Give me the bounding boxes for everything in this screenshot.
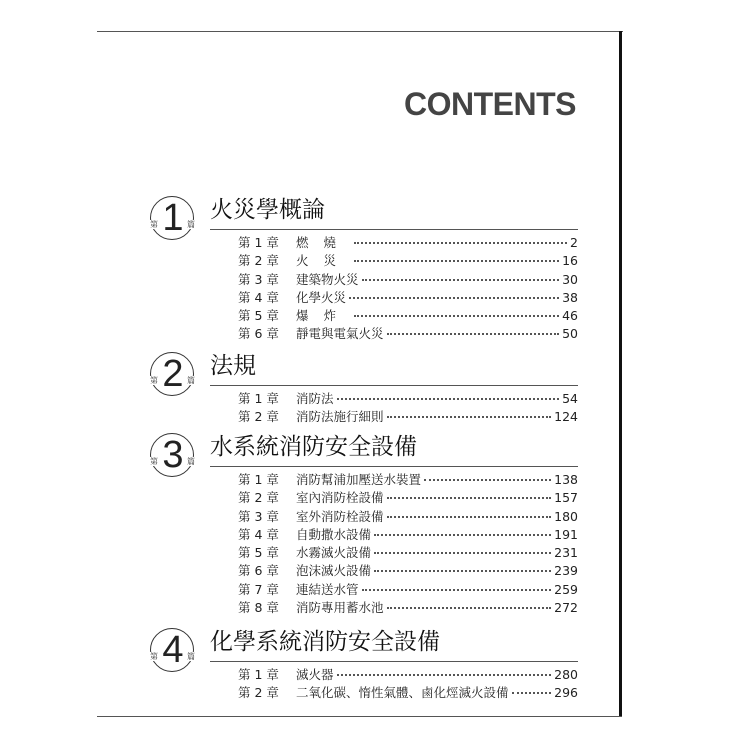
chapter-title: 消防法 — [296, 391, 334, 406]
chapter-title: 化學火災 — [296, 289, 347, 305]
chapter-title: 二氧化碳、惰性氣體、鹵化烴滅火設備 — [296, 685, 509, 701]
part-title: 化學系統消防安全設備 — [210, 629, 440, 655]
dot-leader — [387, 416, 552, 418]
badge-suffix: 篇 — [187, 220, 195, 229]
bottom-rule — [97, 716, 622, 717]
chapter-title: 消防專用蓄水池 — [296, 600, 384, 616]
part-number: 4 — [162, 629, 184, 671]
part-badge — [148, 350, 198, 400]
page-number: 16 — [562, 253, 578, 269]
chapter-entry[interactable] — [238, 252, 578, 270]
page-edge — [619, 31, 622, 717]
chapter-entry[interactable] — [238, 307, 578, 325]
chapter-number: 第 1 章 — [238, 391, 279, 406]
badge-prefix: 第 — [150, 376, 158, 385]
page-title: CONTENTS — [404, 86, 576, 122]
badge-prefix: 第 — [150, 220, 158, 229]
chapter-title: 滅火器 — [296, 667, 334, 682]
part-number: 3 — [162, 434, 184, 476]
dot-leader — [354, 260, 559, 262]
page-number: 124 — [554, 409, 578, 425]
chapter-entry[interactable] — [238, 599, 578, 617]
chapter-number: 第 6 章 — [238, 563, 279, 579]
page-number: 259 — [554, 581, 578, 597]
page-number: 180 — [554, 508, 578, 524]
chapter-number: 第 4 章 — [238, 289, 279, 305]
chapter-entry[interactable] — [238, 408, 578, 426]
page-number: 296 — [554, 685, 578, 701]
page-number: 231 — [554, 545, 578, 561]
page-number: 239 — [554, 563, 578, 579]
page-number: 2 — [570, 235, 578, 250]
page-number: 191 — [554, 526, 578, 542]
part-rule — [210, 661, 578, 662]
chapter-entry[interactable] — [238, 526, 578, 544]
dot-leader — [337, 398, 560, 400]
chapter-entry[interactable] — [238, 684, 578, 702]
part-number: 1 — [162, 197, 184, 239]
chapter-list — [238, 666, 578, 703]
chapter-number: 第 2 章 — [238, 685, 279, 701]
chapter-number: 第 1 章 — [238, 235, 279, 250]
part-badge — [148, 626, 198, 676]
dot-leader — [387, 516, 552, 518]
chapter-number: 第 6 章 — [238, 326, 279, 342]
chapter-entry[interactable] — [238, 390, 578, 408]
chapter-number: 第 2 章 — [238, 253, 279, 269]
dot-leader — [387, 607, 552, 609]
dot-leader — [349, 297, 559, 299]
dot-leader — [354, 315, 559, 317]
page-number: 157 — [554, 490, 578, 506]
chapter-entry[interactable] — [238, 271, 578, 289]
page-number: 46 — [562, 308, 578, 324]
dot-leader — [387, 497, 552, 499]
dot-leader — [387, 333, 560, 335]
chapter-number: 第 5 章 — [238, 308, 279, 324]
part-title: 火災學概論 — [210, 197, 325, 223]
part-badge — [148, 194, 198, 244]
chapter-number: 第 2 章 — [238, 409, 279, 425]
dot-leader — [374, 570, 551, 572]
top-rule — [97, 31, 623, 32]
chapter-number: 第 3 章 — [238, 508, 279, 524]
dot-leader — [424, 479, 551, 481]
dot-leader — [374, 552, 551, 554]
part-rule — [210, 385, 578, 386]
chapter-number: 第 1 章 — [238, 472, 279, 487]
chapter-title: 消防幫浦加壓送水裝置 — [296, 472, 422, 487]
badge-suffix: 篇 — [187, 652, 195, 661]
chapter-title: 燃燒 — [296, 235, 352, 250]
chapter-title: 建築物火災 — [296, 271, 359, 287]
page-number: 50 — [562, 326, 578, 342]
chapter-title: 水霧滅火設備 — [296, 545, 372, 561]
chapter-list — [238, 390, 578, 427]
chapter-title: 連結送水管 — [296, 581, 359, 597]
chapter-entry[interactable] — [238, 471, 578, 489]
page-number: 280 — [554, 667, 578, 682]
chapter-title: 泡沫滅火設備 — [296, 563, 372, 579]
chapter-entry[interactable] — [238, 234, 578, 252]
page-number: 30 — [562, 271, 578, 287]
chapter-number: 第 4 章 — [238, 526, 279, 542]
badge-suffix: 篇 — [187, 376, 195, 385]
part-badge — [148, 431, 198, 481]
chapter-list — [238, 471, 578, 617]
chapter-title: 室外消防栓設備 — [296, 508, 384, 524]
chapter-title: 自動撒水設備 — [296, 526, 372, 542]
part-rule — [210, 229, 578, 230]
page-number: 38 — [562, 289, 578, 305]
part-title: 法規 — [210, 353, 256, 379]
part-number: 2 — [162, 353, 184, 395]
page-number: 138 — [554, 472, 578, 487]
chapter-number: 第 2 章 — [238, 490, 279, 506]
page-number: 54 — [562, 391, 578, 406]
chapter-entry[interactable] — [238, 508, 578, 526]
chapter-entry[interactable] — [238, 666, 578, 684]
chapter-title: 靜電與電氣火災 — [296, 326, 384, 342]
dot-leader — [374, 534, 551, 536]
page-number: 272 — [554, 600, 578, 616]
chapter-number: 第 7 章 — [238, 581, 279, 597]
badge-prefix: 第 — [150, 652, 158, 661]
chapter-list — [238, 234, 578, 344]
chapter-title: 爆炸 — [296, 308, 352, 324]
chapter-entry[interactable] — [238, 544, 578, 562]
chapter-entry[interactable] — [238, 581, 578, 599]
chapter-entry[interactable] — [238, 289, 578, 307]
chapter-number: 第 5 章 — [238, 545, 279, 561]
dot-leader — [337, 674, 552, 676]
part-title: 水系統消防安全設備 — [210, 434, 417, 460]
chapter-entry[interactable] — [238, 562, 578, 580]
part-rule — [210, 466, 578, 467]
dot-leader — [354, 242, 567, 244]
chapter-title: 室內消防栓設備 — [296, 490, 384, 506]
badge-prefix: 第 — [150, 457, 158, 466]
chapter-number: 第 8 章 — [238, 600, 279, 616]
chapter-number: 第 3 章 — [238, 271, 279, 287]
dot-leader — [512, 692, 552, 694]
badge-suffix: 篇 — [187, 457, 195, 466]
dot-leader — [362, 589, 552, 591]
chapter-number: 第 1 章 — [238, 667, 279, 682]
chapter-title: 消防法施行細則 — [296, 409, 384, 425]
chapter-title: 火災 — [296, 253, 352, 269]
chapter-entry[interactable] — [238, 489, 578, 507]
chapter-entry[interactable] — [238, 325, 578, 343]
dot-leader — [362, 279, 560, 281]
